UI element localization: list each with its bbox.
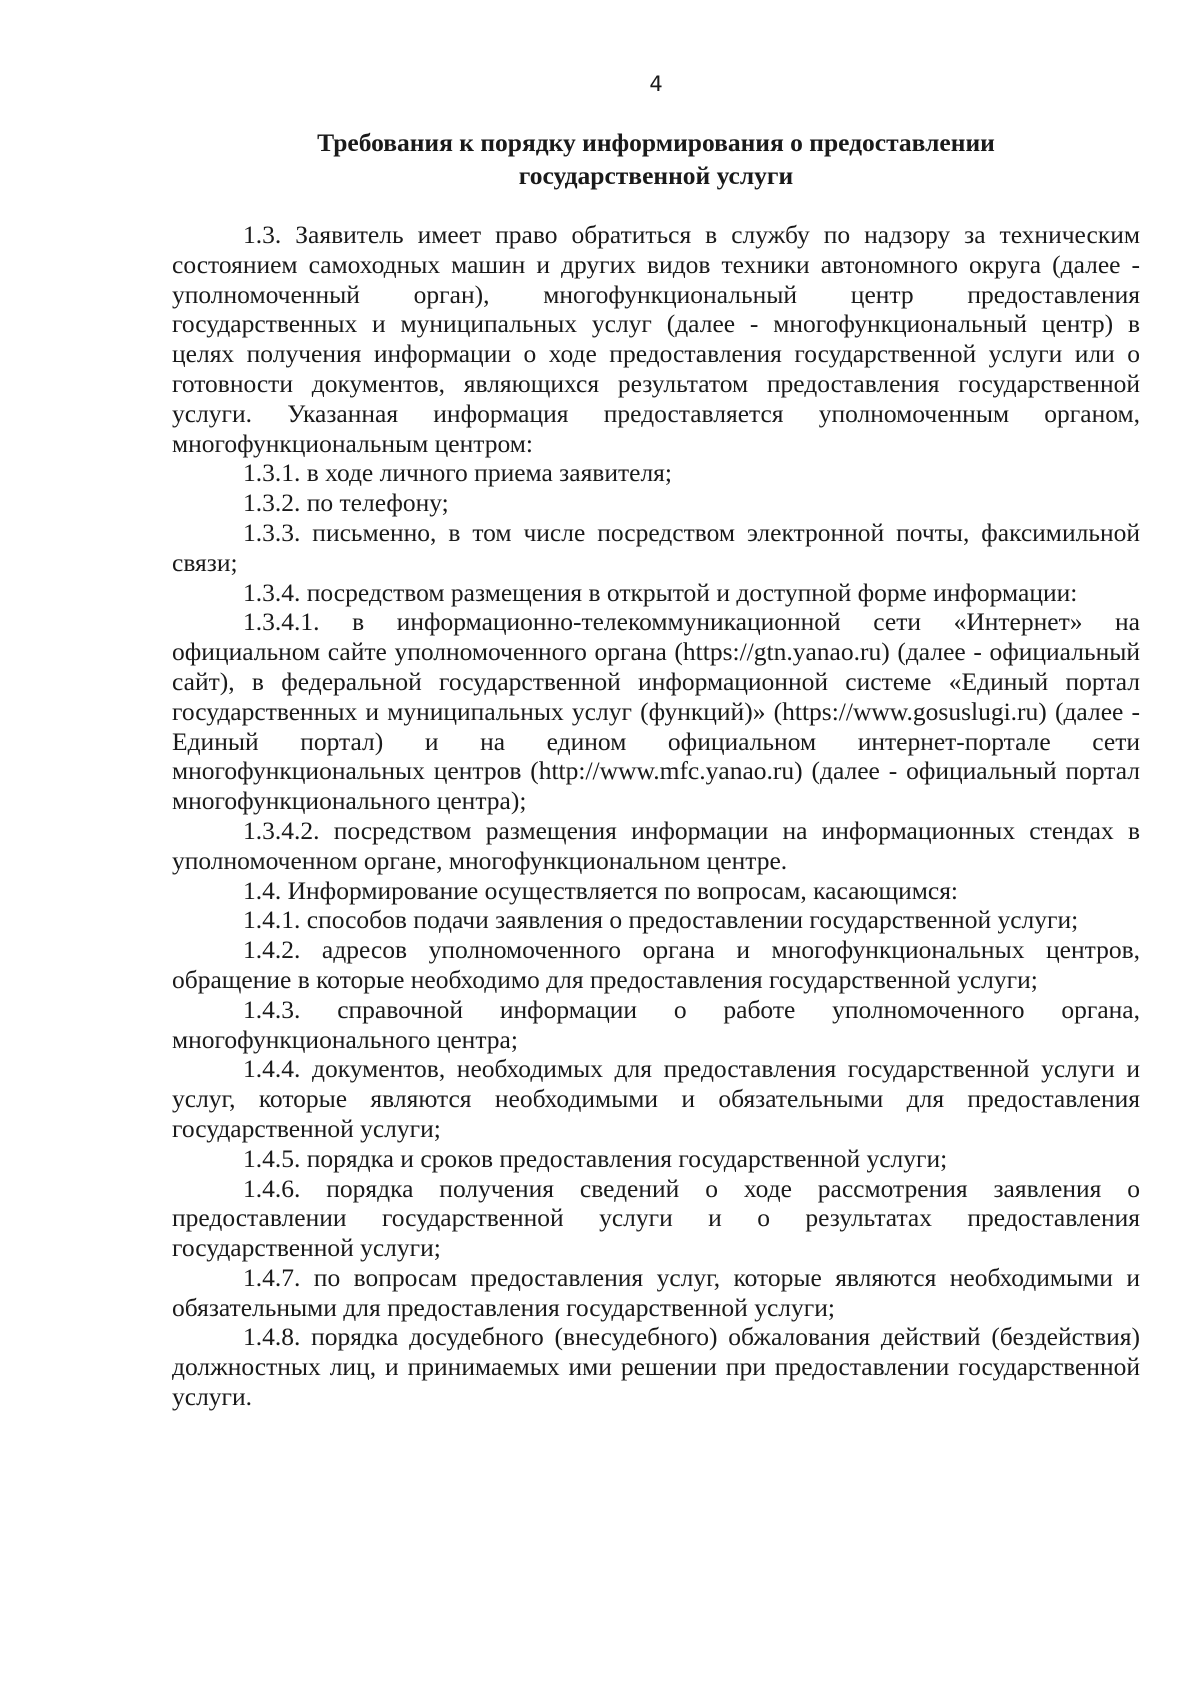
paragraph-1-4-7: 1.4.7. по вопросам предоставления услуг, которые являются необходимыми и обязательными для предоставления государственной услуги; (172, 1262, 1140, 1322)
paragraph-1-4-6: 1.4.6. порядка получения сведений о ходе рассмотрения заявления о предоставлении государственной услуги и о результатах предоставления государственной услуги; (172, 1173, 1140, 1263)
paragraph-1-4-2: 1.4.2. адресов уполномоченного органа и многофункциональных центров, обращение в которые необходимо для предоставления государственной услуги; (172, 935, 1140, 994)
paragraph-1-4-5: 1.4.5. порядка и сроков предоставления государственной услуги; (243, 1143, 948, 1173)
section-heading-line-1: Требования к порядку информирования о предоставлении (317, 128, 995, 157)
paragraph-1-3-3: 1.3.3. письменно, в том числе посредством электронной почты, факсимильной связи; (172, 517, 1140, 577)
document-body (172, 220, 1140, 1412)
section-heading (172, 126, 1140, 192)
paragraph-1-3-2: 1.3.2. по телефону; (243, 488, 449, 518)
paragraph-1-3: 1.3. Заявитель имеет право обратиться в службу по надзору за техническим состоянием самоходных машин и других видов техники автономного округа (далее - уполномоченный орган), многофункциональный центр предоставления государственных и муниципальных услуг (далее - многофункциональный центр) в целях получения информации о ходе предоставления государственной услуги или о готовности документов, являющихся результатом предоставления государственной услуги. Указанная информация предоставляется уполномоченным органом, многофункциональным центром: (172, 220, 1140, 458)
paragraph-1-4-1: 1.4.1. способов подачи заявления о предоставлении государственной услуги; (243, 905, 1079, 935)
paragraph-1-3-4-2: 1.3.4.2. посредством размещения информации на информационных стендах в уполномоченном органе, многофункциональном центре. (172, 815, 1140, 875)
paragraph-1-4-4: 1.4.4. документов, необходимых для предоставления государственной услуги и услуг, которые являются необходимыми и обязательными для предоставления государственной услуги; (172, 1054, 1140, 1143)
page-number: 4 (649, 72, 663, 96)
paragraph-1-4-8: 1.4.8. порядка досудебного (внесудебного) обжалования действий (бездействия) должностных лиц, и принимаемых ими решении при предоставлении государственной услуги. (172, 1322, 1140, 1412)
paragraph-1-3-1: 1.3.1. в ходе личного приема заявителя; (243, 458, 672, 488)
section-heading-line-2: государственной услуги (518, 161, 794, 190)
paragraph-1-3-4-1: 1.3.4.1. в информационно-телекоммуникационной сети «Интернет» на официальном сайте уполномоченного органа (https://gtn.yanao.ru) (далее - официальный сайт), в федеральной государственной информационной системе «Единый портал государственных и муниципальных услуг (функций)» (https://www.gosuslugi.ru) (далее - Единый портал) и на едином официальном интернет-портале сети многофункциональных центров (http://www.mfc.yanao.ru) (далее - официальный портал многофункционального центра); (172, 607, 1140, 816)
paragraph-1-4-3: 1.4.3. справочной информации о работе уполномоченного органа, многофункционального центра; (172, 994, 1140, 1054)
paragraph-1-4: 1.4. Информирование осуществляется по вопросам, касающимся: (243, 875, 959, 905)
paragraph-1-3-4: 1.3.4. посредством размещения в открытой и доступной форме информации: (243, 577, 1078, 607)
